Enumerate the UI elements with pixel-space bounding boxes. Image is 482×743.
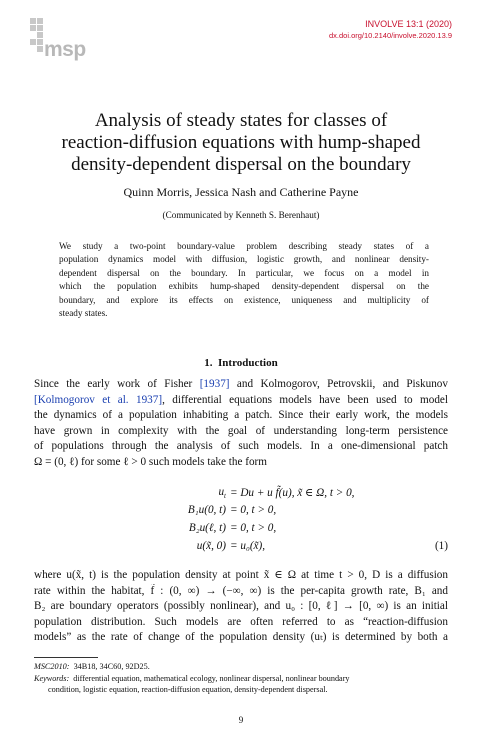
text-run: , differential equations models have been used to model [162, 393, 448, 406]
abstract-line: boundary, and explore its effects on existence, uniqueness and multiplicity of [59, 294, 429, 305]
paragraph-line: the dynamics of a population inhabiting a patch. Since their early work, the models [34, 409, 448, 422]
journal-doi[interactable]: dx.doi.org/10.2140/involve.2020.13.9 [328, 31, 452, 40]
paragraph-line: rate within the habitat, f̃ : (0, ∞) → (−∞, ∞) is the per-capita growth rate, B₁ and [34, 584, 448, 597]
abstract-line: dependent dispersal on the boundary. In particular, we focus on a model in [59, 267, 429, 278]
paragraph-line: where u(x̃, t) is the population density at point x̃ ∈ Ω at time t > 0, D is a diffusion [34, 569, 448, 581]
footnote-rule [34, 657, 98, 658]
equation-row [0, 486, 482, 502]
citation-link[interactable]: [1937] [199, 378, 230, 390]
section-heading [0, 357, 482, 369]
paragraph-line [34, 393, 448, 409]
abstract-line: population dynamics model with diffusion, logistic growth, and nonlinear density- [59, 254, 429, 265]
paragraph-line: B₂ are boundary operators (possibly nonlinear), and u₀ : [0, ℓ] → [0, ∞) is an initial [34, 600, 448, 613]
logo-square [30, 25, 36, 31]
intro-paragraph [34, 377, 448, 471]
logo-square [37, 46, 43, 52]
communicated-by: (Communicated by Kenneth S. Berenhaut) [162, 210, 320, 220]
paragraph-line: Ω = (0, ℓ) for some ℓ > 0 such models take the form [34, 455, 267, 468]
paragraph-line: have grown in complexity with the goal of understanding long-term persistence [34, 424, 448, 437]
footnotes [34, 661, 448, 696]
paragraph-line: of populations through the analysis of such models. In a one-dimensional patch [34, 440, 448, 453]
equation-rhs: = 0, t > 0, [230, 504, 277, 516]
keywords-continuation: condition, logistic equation, reaction-diffusion equation, density-dependent dispersal. [48, 685, 328, 694]
equation-row [0, 504, 482, 520]
followup-paragraph [34, 568, 448, 646]
keywords-line [34, 673, 448, 685]
logo-text: msp [44, 38, 86, 61]
publisher-logo [30, 18, 94, 62]
title-line: reaction-diffusion equations with hump-shaped [61, 132, 421, 153]
citation-link[interactable]: [Kolmogorov et al. 1937] [34, 393, 163, 406]
logo-square [37, 25, 43, 31]
title-line: Analysis of steady states for classes of [94, 110, 388, 131]
equation-row [0, 522, 482, 538]
authors: Quinn Morris, Jessica Nash and Catherine Payne [123, 185, 359, 199]
paragraph-line: models” as the rate of change of the population density (uₜ) is determined by both a [34, 631, 448, 644]
logo-square [30, 18, 36, 24]
keywords-text: differential equation, mathematical ecology, nonlinear dispersal, nonlinear boundary [73, 673, 350, 683]
logo-square [30, 39, 36, 45]
equation-rhs: = Du + u f̃(u), x̃ ∈ Ω, t > 0, [230, 487, 355, 499]
section-title: Introduction [218, 357, 278, 369]
paper-title [20, 110, 462, 176]
section-number: 1. [204, 357, 213, 369]
paragraph-line: population distribution. Such models are often referred to as “reaction-diffusion [34, 615, 448, 628]
page-number: 9 [238, 715, 244, 725]
title-line: density-dependent dispersal on the boundary [71, 154, 411, 175]
logo-square [37, 39, 43, 45]
text-run: and Kolmogorov, Petrovskii, and Piskunov [229, 378, 448, 390]
equation-number: (1) [434, 540, 448, 552]
text-run: Since the early work of Fisher [34, 378, 200, 390]
abstract [59, 240, 429, 321]
equation-lhs: B₂u(ℓ, t) [188, 522, 226, 534]
equation-lhs: u(x̃, 0) [196, 540, 226, 552]
msc-codes: 34B18, 34C60, 92D25. [73, 662, 150, 671]
equation-row [0, 540, 482, 556]
paragraph-line [34, 377, 448, 393]
equation-lhs: $u_t$ [218, 486, 226, 501]
journal-issue[interactable]: INVOLVE 13:1 (2020) [365, 19, 452, 29]
abstract-line: which the population exhibits hump-shaped density-dependent dispersal on the [59, 281, 429, 292]
equation-lhs: B₁u(0, t) [187, 504, 226, 516]
logo-square [37, 18, 43, 24]
journal-header [329, 18, 452, 41]
abstract-line: steady states. [59, 308, 108, 319]
equation-rhs: = u₀(x̃), [230, 540, 266, 552]
equation-rhs: = 0, t > 0, [230, 522, 277, 534]
msc-line [34, 661, 448, 673]
keywords-label: Keywords: [34, 673, 70, 683]
abstract-line: We study a two-point boundary-value problem describing steady states of a [59, 241, 429, 251]
equation-system [0, 486, 482, 556]
logo-square [37, 32, 43, 38]
msc-label: MSC2010: [34, 662, 70, 671]
